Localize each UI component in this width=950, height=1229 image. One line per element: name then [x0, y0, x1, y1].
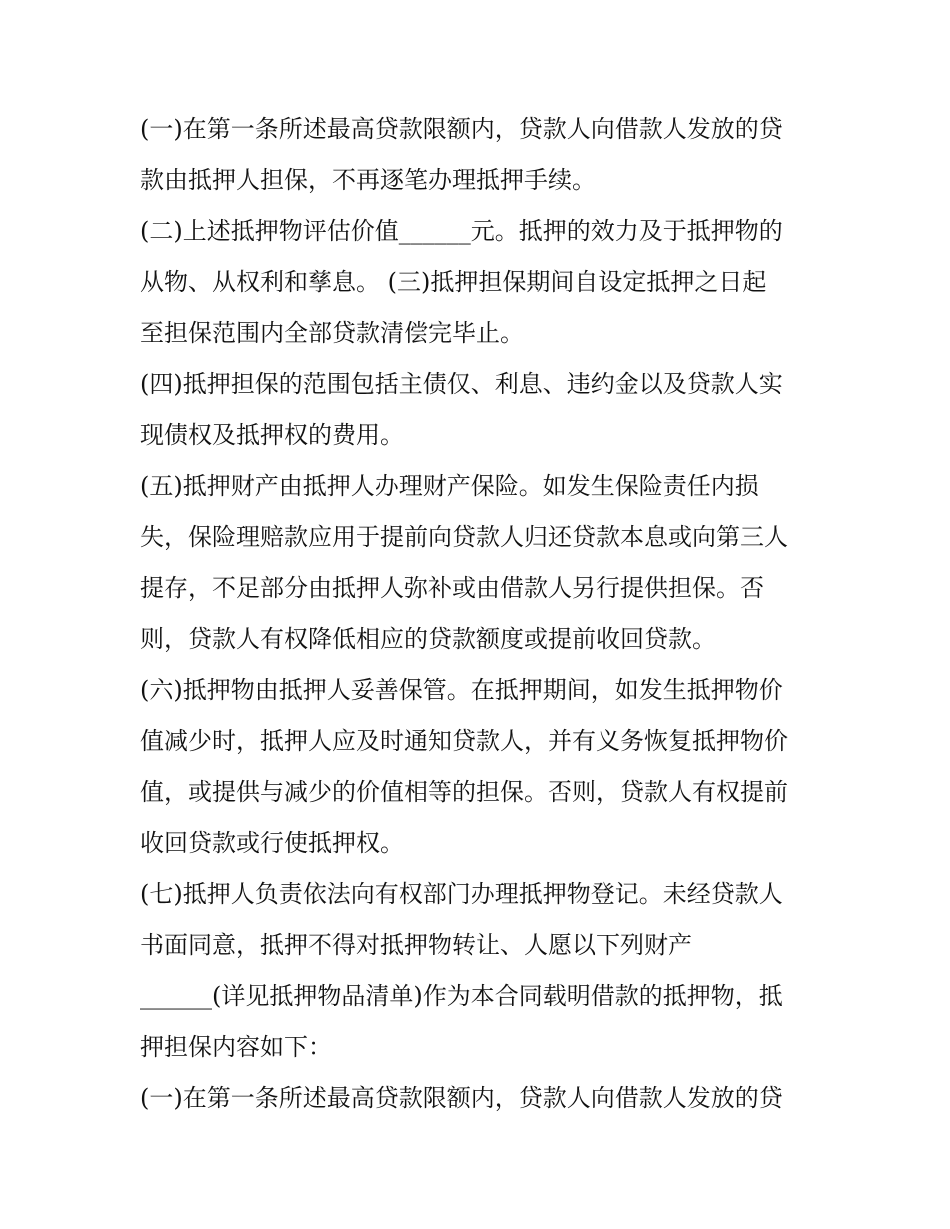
text-line: (五)抵押财产由抵押人办理财产保险。如发生保险责任内损: [140, 472, 759, 500]
text-line: 至担保范围内全部贷款清偿完毕止。: [140, 319, 524, 347]
text-line: ______(详见抵押物品清单)作为本合同载明借款的抵押物，抵: [140, 982, 783, 1010]
text-line: 押担保内容如下：: [140, 1033, 332, 1061]
text-line: 款由抵押人担保，不再逐笔办理抵押手续。: [140, 166, 596, 194]
text-line: (一)在第一条所述最高贷款限额内，贷款人向借款人发放的贷: [140, 1084, 783, 1112]
text-line: 收回贷款或行使抵押权。: [140, 829, 404, 857]
text-line: 则，贷款人有权降低相应的贷款额度或提前收回贷款。: [140, 625, 716, 653]
text-line: 书面同意，抵押不得对抵押物转让、人愿以下列财产: [140, 931, 692, 959]
text-line: 现债权及抵押权的费用。: [140, 421, 404, 449]
text-line: (六)抵押物由抵押人妥善保管。在抵押期间，如发生抵押物价: [140, 676, 783, 704]
contract-text: [140, 104, 820, 1124]
text-line: (一)在第一条所述最高贷款限额内，贷款人向借款人发放的贷: [140, 115, 783, 143]
text-line: (四)抵押担保的范围包括主债仅、利息、违约金以及贷款人实: [140, 370, 783, 398]
text-line: (二)上述抵押物评估价值______元。抵押的效力及于抵押物的: [140, 217, 783, 245]
text-line: 值减少时，抵押人应及时通知贷款人，并有义务恢复抵押物价: [140, 727, 788, 755]
text-line: 提存，不足部分由抵押人弥补或由借款人另行提供担保。否: [140, 574, 764, 602]
text-line: 值，或提供与减少的价值相等的担保。否则，贷款人有权提前: [140, 778, 788, 806]
text-line: (七)抵押人负责依法向有权部门办理抵押物登记。未经贷款人: [140, 880, 783, 908]
text-line: 失，保险理赔款应用于提前向贷款人归还贷款本息或向第三人: [140, 523, 788, 551]
text-line: 从物、从权利和孳息。 (三)抵押担保期间自设定抵押之日起: [140, 268, 767, 296]
